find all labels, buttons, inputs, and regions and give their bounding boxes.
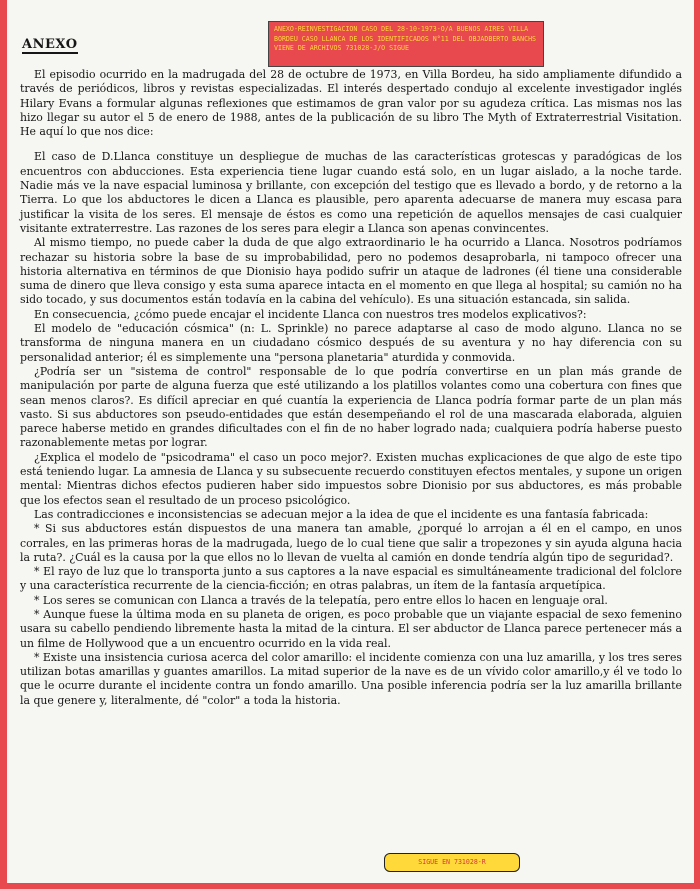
list-item: * Existe una insistencia curiosa acerca del color amarillo: el incidente comienza con una luz amarilla, y los tres seres utilizan botas amarillas y guantes amarillos. La mitad superior de la nave es de un vívido color amarillo,y él ve todo lo que le ocurre durante el incidente contra un fondo amarillo. Una posible inferencia podría ser la luz amarilla brillante la que genere y, literalmente, dé "color" a toda la historia. xyxy=(20,650,682,707)
continued-badge: SIGUE EN 731028-R xyxy=(384,853,520,872)
list-item: * Si sus abductores están dispuestos de una manera tan amable, ¿porqué lo arrojan a él en el campo, en unos corrales, en las primeras horas de la madrugada, luego de lo cual tiene que salir a tropezones y sin ayuda alguna hacia la ruta?. ¿Cuál es la causa por la que ellos no lo llevan de vuelta al camión en donde tendría algún tipo de seguridad?. xyxy=(20,522,682,564)
list-item: * Los seres se comunican con Llanca a través de la telepatía, pero entre ellos lo hacen en lenguaje oral. xyxy=(34,593,608,607)
paragraph-case: El caso de D.Llanca constituye un despliegue de muchas de las características grotescas y paradógicas de los encuentros con abducciones. Esta experiencia tiene lugar cuando está solo, en un lugar aislado, a la noche tarde. Nadie más ve la nave espacial luminosa y brillante, con excepción del testigo que es llevado a bordo, y de retorno a la Tierra. Lo que los abductores le dicen a Llanca es plausible, pero aparenta adecuarse de manera muy escasa para justificar la visita de los seres. El mensaje de éstos es como una repetición de aquellos mensajes de casi cualquier visitante extraterrestre. Las razones de los seres para elegir a Llanca son apenas convincentes. xyxy=(20,150,682,235)
paragraph-contradictions: Las contradicciones e inconsistencias se adecuan mejor a la idea de que el incidente es una fantasía fabricada: xyxy=(34,507,649,521)
paragraph-same-time: Al mismo tiempo, no puede caber la duda de que algo extraordinario le ha ocurrido a Llanca. Nosotros podríamos rechazar su historia sobre la base de su improbabilidad, pero no podemos desaprobarla, ni tampoco ofrecer una historia alternativa en términos de que Dionisio haya podido sufrir un ataque de ladrones (él tiene una considerable suma de dinero que lleva consigo y esta suma aparece intacta en el momento en que llega al hospital; su camión no ha sido tocado, y sus documentos están todavía en la cabina del vehículo). Es una situación estancada, sin salida. xyxy=(20,236,682,307)
archive-stamp: ANEXO-REINVESTIGACION CASO DEL 28-10-1973-O/A BUENOS AIRES VILLA BORDEU CASO LLANCA DE LOS IDENTIFICADOS N°11 DEL OBJADBERTO BANCHS VIENE DE ARCHIVOS 731028-J/O SIGUE xyxy=(268,21,544,67)
list-item: * El rayo de luz que lo transporta junto a sus captores a la nave espacial es simultáneamente tradicional del folclore y una característica recurrente de la ciencia-ficción; en otras palabras, un ítem de la fantasía arquetípica. xyxy=(20,565,682,593)
document-body xyxy=(20,68,682,708)
paragraph-consequence: En consecuencia, ¿cómo puede encajar el incidente Llanca con nuestros tres modelos explicativos?: xyxy=(34,307,587,321)
paragraph-psychodrama: ¿Explica el modelo de "psicodrama" el caso un poco mejor?. Existen muchas explicaciones de que algo de este tipo está teniendo lugar. La amnesia de Llanca y su subsecuente recuerdo constituyen efectos mentales, y supone un origen mental: Mientras dichos efectos pudieren haber sido impuestos sobre Dionisio por sus abductores, es más probable que los efectos sean el resultado de un proceso psicológico. xyxy=(20,450,682,507)
paragraph-control-system: ¿Podría ser un "sistema de control" responsable de lo que podría convertirse en un plan más grande de manipulación por parte de alguna fuerza que esté utilizando a los platillos volantes como una cobertura con fines que sean menos claros?. Es difícil apreciar en qué cuantía la experiencia de Llanca podría formar parte de un plan más vasto. Si sus abductores son pseudo-entidades que están desempeñando el rol de una mascarada elaborada, alguien parece haberse metido en grandes dificultades con el fin de no haber logrado nada; cualquiera podría haberse puesto razonablemente metas por lograr. xyxy=(20,364,682,450)
paragraph-cosmic-education: El modelo de "educación cósmica" (n: L. Sprinkle) no parece adaptarse al caso de modo alguno. Llanca no se transforma de ninguna manera en un ciudadano cósmico después de su aventura y no hay diferencia con su personalidad anterior; él es simplemente una "persona planetaria" aturdida y conmovida. xyxy=(20,322,682,364)
paragraph-intro: El episodio ocurrido en la madrugada del 28 de octubre de 1973, en Villa Bordeu, ha sido ampliamente difundido a través de periódicos, libros y revistas especializadas. El interés despertado condujo al excelente investigador inglés Hilary Evans a formular algunas reflexiones que estimamos de gran valor por su agudeza crítica. Las mismas nos las hizo llegar su autor el 5 de enero de 1988, antes de la publicación de su libro The Myth of Extraterrestrial Visitation. He aquí lo que nos dice: xyxy=(20,68,682,139)
document-title: ANEXO xyxy=(22,37,78,52)
list-item: * Aunque fuese la última moda en su planeta de origen, es poco probable que un viajante espacial de sexo femenino usara su cabello pendiendo libremente hasta la mitad de la cintura. El ser abductor de Llanca parece pertenecer más a un filme de Hollywood que a un encuentro ocurrido en la vida real. xyxy=(20,607,682,650)
